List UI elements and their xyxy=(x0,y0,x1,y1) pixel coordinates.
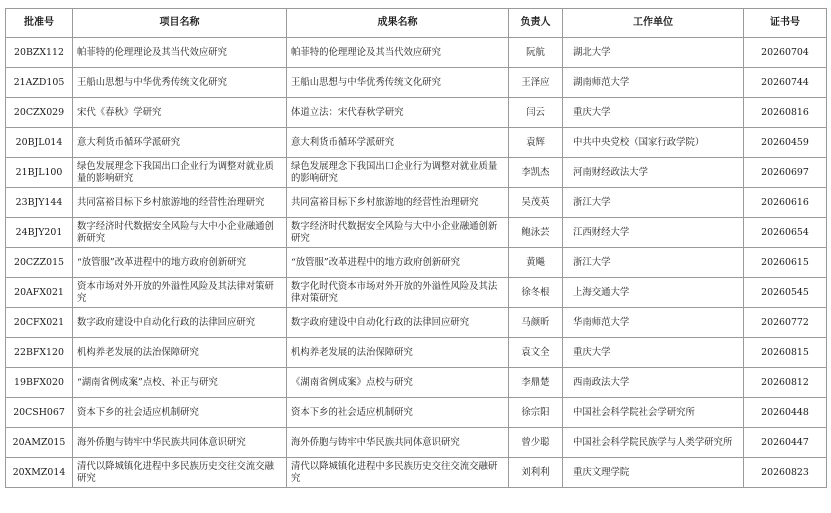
cell-certificate-number: 20260459 xyxy=(744,128,827,158)
cell-certificate-number: 20260744 xyxy=(744,68,827,98)
cell-result-name: 海外侨胞与铸牢中华民族共同体意识研究 xyxy=(287,428,509,458)
table-row xyxy=(6,188,827,218)
table-row xyxy=(6,428,827,458)
cell-result-name: 绿色发展理念下我国出口企业行为调整对就业质量的影响研究 xyxy=(287,158,509,188)
cell-leader: 马颜昕 xyxy=(509,308,563,338)
table-row xyxy=(6,458,827,488)
cell-work-unit: 湖北大学 xyxy=(563,38,744,68)
cell-project-name: 数字政府建设中自动化行政的法律回应研究 xyxy=(73,308,287,338)
cell-approval-number: 24BJY201 xyxy=(6,218,73,248)
header-result-name: 成果名称 xyxy=(287,9,509,38)
header-row xyxy=(6,9,827,38)
cell-certificate-number: 20260772 xyxy=(744,308,827,338)
cell-approval-number: 23BJY144 xyxy=(6,188,73,218)
cell-certificate-number: 20260654 xyxy=(744,218,827,248)
cell-approval-number: 20CSH067 xyxy=(6,398,73,428)
cell-work-unit: 中国社会科学院社会学研究所 xyxy=(563,398,744,428)
cell-work-unit: 中国社会科学院民族学与人类学研究所 xyxy=(563,428,744,458)
cell-approval-number: 21BJL100 xyxy=(6,158,73,188)
cell-approval-number: 20BZX112 xyxy=(6,38,73,68)
cell-project-name: 帕菲特的伦理理论及其当代效应研究 xyxy=(73,38,287,68)
cell-result-name: 共同富裕目标下乡村旅游地的经营性治理研究 xyxy=(287,188,509,218)
cell-project-name: 共同富裕目标下乡村旅游地的经营性治理研究 xyxy=(73,188,287,218)
cell-leader: 袁辉 xyxy=(509,128,563,158)
cell-result-name: 数字化时代资本市场对外开放的外溢性风险及其法律对策研究 xyxy=(287,278,509,308)
cell-leader: 黄飚 xyxy=(509,248,563,278)
cell-leader: 鲍泳芸 xyxy=(509,218,563,248)
cell-certificate-number: 20260615 xyxy=(744,248,827,278)
cell-project-name: 清代以降城镇化进程中多民族历史交往交流交融研究 xyxy=(73,458,287,488)
table-row xyxy=(6,398,827,428)
table-row xyxy=(6,158,827,188)
table-header xyxy=(6,9,827,38)
cell-certificate-number: 20260704 xyxy=(744,38,827,68)
cell-result-name: 资本下乡的社会适应机制研究 xyxy=(287,398,509,428)
table-row xyxy=(6,218,827,248)
cell-project-name: 资本市场对外开放的外溢性风险及其法律对策研究 xyxy=(73,278,287,308)
cell-project-name: 资本下乡的社会适应机制研究 xyxy=(73,398,287,428)
cell-result-name: 王船山思想与中华优秀传统文化研究 xyxy=(287,68,509,98)
cell-project-name: 海外侨胞与铸牢中华民族共同体意识研究 xyxy=(73,428,287,458)
cell-project-name: 机构养老发展的法治保障研究 xyxy=(73,338,287,368)
cell-work-unit: 西南政法大学 xyxy=(563,368,744,398)
cell-approval-number: 20BJL014 xyxy=(6,128,73,158)
cell-work-unit: 浙江大学 xyxy=(563,188,744,218)
cell-approval-number: 22BFX120 xyxy=(6,338,73,368)
table-row xyxy=(6,338,827,368)
cell-work-unit: 上海交通大学 xyxy=(563,278,744,308)
header-work-unit: 工作单位 xyxy=(563,9,744,38)
header-leader: 负责人 xyxy=(509,9,563,38)
cell-result-name: 帕菲特的伦理理论及其当代效应研究 xyxy=(287,38,509,68)
cell-result-name: “放管服”改革进程中的地方政府创新研究 xyxy=(287,248,509,278)
cell-work-unit: 河南财经政法大学 xyxy=(563,158,744,188)
cell-approval-number: 20AFX021 xyxy=(6,278,73,308)
cell-work-unit: 江西财经大学 xyxy=(563,218,744,248)
cell-certificate-number: 20260697 xyxy=(744,158,827,188)
cell-leader: 徐宗阳 xyxy=(509,398,563,428)
table-row xyxy=(6,68,827,98)
table-row xyxy=(6,368,827,398)
cell-work-unit: 重庆大学 xyxy=(563,98,744,128)
cell-approval-number: 20CZX029 xyxy=(6,98,73,128)
cell-project-name: 数字经济时代数据安全风险与大中小企业融通创新研究 xyxy=(73,218,287,248)
cell-approval-number: 20XMZ014 xyxy=(6,458,73,488)
cell-leader: 徐冬根 xyxy=(509,278,563,308)
cell-result-name: 数字经济时代数据安全风险与大中小企业融通创新研究 xyxy=(287,218,509,248)
header-approval-number: 批准号 xyxy=(6,9,73,38)
cell-approval-number: 20CZZ015 xyxy=(6,248,73,278)
header-certificate-number: 证书号 xyxy=(744,9,827,38)
table-row xyxy=(6,248,827,278)
cell-leader: 阮航 xyxy=(509,38,563,68)
cell-work-unit: 重庆大学 xyxy=(563,338,744,368)
cell-result-name: 意大利货币循环学派研究 xyxy=(287,128,509,158)
cell-result-name: 《湖南省例成案》点校与研究 xyxy=(287,368,509,398)
header-project-name: 项目名称 xyxy=(73,9,287,38)
cell-leader: 李鼎楚 xyxy=(509,368,563,398)
cell-certificate-number: 20260616 xyxy=(744,188,827,218)
cell-certificate-number: 20260816 xyxy=(744,98,827,128)
cell-leader: 闫云 xyxy=(509,98,563,128)
results-table xyxy=(5,8,827,488)
cell-result-name: 体道立法：宋代春秋学研究 xyxy=(287,98,509,128)
cell-work-unit: 湖南师范大学 xyxy=(563,68,744,98)
table-body xyxy=(6,38,827,488)
cell-leader: 吴茂英 xyxy=(509,188,563,218)
cell-certificate-number: 20260812 xyxy=(744,368,827,398)
cell-approval-number: 19BFX020 xyxy=(6,368,73,398)
cell-certificate-number: 20260815 xyxy=(744,338,827,368)
cell-work-unit: 浙江大学 xyxy=(563,248,744,278)
cell-result-name: 机构养老发展的法治保障研究 xyxy=(287,338,509,368)
cell-project-name: 宋代《春秋》学研究 xyxy=(73,98,287,128)
table-row xyxy=(6,98,827,128)
cell-leader: 刘利利 xyxy=(509,458,563,488)
cell-project-name: 意大利货币循环学派研究 xyxy=(73,128,287,158)
cell-project-name: “湖南省例成案”点校、补正与研究 xyxy=(73,368,287,398)
cell-work-unit: 中共中央党校（国家行政学院） xyxy=(563,128,744,158)
cell-certificate-number: 20260448 xyxy=(744,398,827,428)
cell-approval-number: 20CFX021 xyxy=(6,308,73,338)
cell-leader: 李凯杰 xyxy=(509,158,563,188)
table-row xyxy=(6,38,827,68)
cell-certificate-number: 20260447 xyxy=(744,428,827,458)
cell-approval-number: 21AZD105 xyxy=(6,68,73,98)
cell-certificate-number: 20260823 xyxy=(744,458,827,488)
cell-work-unit: 重庆文理学院 xyxy=(563,458,744,488)
cell-certificate-number: 20260545 xyxy=(744,278,827,308)
table-row xyxy=(6,278,827,308)
cell-approval-number: 20AMZ015 xyxy=(6,428,73,458)
cell-work-unit: 华南师范大学 xyxy=(563,308,744,338)
cell-leader: 袁文全 xyxy=(509,338,563,368)
cell-result-name: 清代以降城镇化进程中多民族历史交往交流交融研究 xyxy=(287,458,509,488)
cell-project-name: 王船山思想与中华优秀传统文化研究 xyxy=(73,68,287,98)
cell-project-name: 绿色发展理念下我国出口企业行为调整对就业质量的影响研究 xyxy=(73,158,287,188)
cell-result-name: 数字政府建设中自动化行政的法律回应研究 xyxy=(287,308,509,338)
table-row xyxy=(6,308,827,338)
cell-leader: 曾少聪 xyxy=(509,428,563,458)
cell-leader: 王泽应 xyxy=(509,68,563,98)
table-row xyxy=(6,128,827,158)
cell-project-name: “放管服”改革进程中的地方政府创新研究 xyxy=(73,248,287,278)
